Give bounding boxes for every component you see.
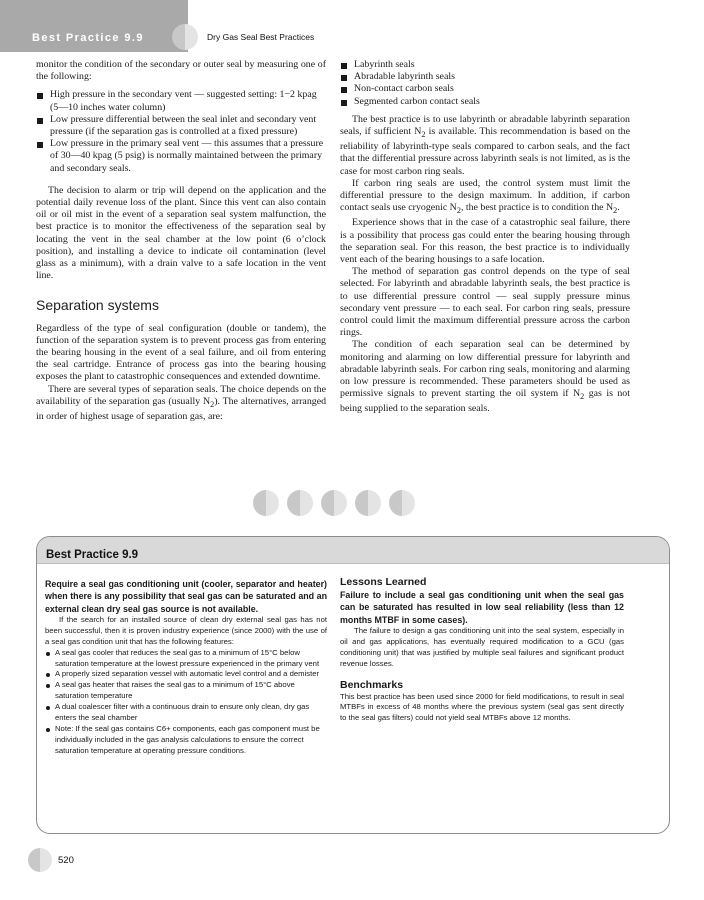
list-item: Low pressure differential between the seal inlet and secondary vent pressure (if the separation gas is controlled at a fixed pressure) xyxy=(36,114,326,138)
experience-paragraph: Experience shows that in the case of a catastrophic seal failure, there is a possibility that process gas could enter the bearing housing through the separation seal. For this reason, the best practice is to individually vent each of the bearing housings to a safe location. xyxy=(340,217,630,265)
header-tab-label: Best Practice 9.9 xyxy=(32,32,144,44)
decorative-dots xyxy=(253,490,423,518)
box-left-column xyxy=(45,578,327,757)
page-number: 520 xyxy=(58,855,74,866)
list-item: Non-contact carbon seals xyxy=(340,83,630,95)
left-column xyxy=(36,59,326,423)
alarm-paragraph: The decision to alarm or trip will depend on the application and the potential daily revenue loss of the plant. Since this vent can also contain oil or oil mist in the event of a separation seal system malfunction, the best practice is to monitor the effectiveness of the separation seal by locating the vent in the seal chamber at the low point (6 o’clock position), and installing a device to indicate oil contamination (level glass as a minimum), with a drain valve to a safe location in the vent line. xyxy=(36,184,326,282)
box-paragraph: If the search for an installed source of clean dry external seal gas has not been successful, then it is proven industry experience (since 2000) with the use of a seal gas condition unit that has the following features: xyxy=(45,614,327,646)
list-item: Abradable labyrinth seals xyxy=(340,71,630,83)
seal-type-list xyxy=(340,59,630,108)
box-lead: Require a seal gas conditioning unit (cooler, separator and heater) when there is any possibility that seal gas can be saturated and an external clean dry seal gas source is not available. xyxy=(45,579,327,614)
circle-ornament-icon xyxy=(287,490,313,516)
several-types-paragraph: There are several types of separation seals. The choice depends on the availability of the separation gas (usually $N_2$). The alternatives, arranged in order of highest usage of separation gas, are: xyxy=(36,383,327,423)
list-item: A seal gas cooler that reduces the seal gas to a minimum of 15°C below saturation temperature at the lowest pressure experienced in the primary vent xyxy=(45,648,327,670)
benchmarks-paragraph: This best practice has been used since 2000 for field modifications, to result in seal MTBFs in excess of 48 months where the previous system (seal gas sent directly to the seal gas filters) could not yield seal MTBFs above 12 months. xyxy=(340,691,624,723)
lessons-lead: Failure to include a seal gas conditioning unit when the seal gas can be saturated has resulted in low seal reliability (less than 12 months MTBF in some cases). xyxy=(340,590,624,625)
list-item: A properly sized separation vessel with automatic level control and a demister xyxy=(45,669,327,680)
circle-ornament-icon xyxy=(253,490,279,516)
circle-ornament-icon xyxy=(28,848,52,872)
carbon-ring-paragraph: If carbon ring seals are used, the control system must limit the differential pressure to the design maximum. In addition, if carbon contact seals use cryogenic $N_2$, the best practice is to condition the $N_2$. xyxy=(340,177,630,216)
list-item: Labyrinth seals xyxy=(340,59,630,71)
benchmarks-heading: Benchmarks xyxy=(340,678,404,691)
monitor-bullet-list xyxy=(36,89,326,174)
circle-ornament-icon xyxy=(389,490,415,516)
best-practice-box xyxy=(36,536,670,834)
features-list xyxy=(45,648,327,757)
circle-ornament-icon xyxy=(172,24,198,50)
regardless-paragraph: Regardless of the type of seal configuration (double or tandem), the function of the separation system is to prevent process gas from entering the bearing housing in the event of a seal failure, and oil from entering the seal cartridge. Entrance of process gas into the bearing housing exposes the plant to catastrophic consequences and extended downtime. xyxy=(36,322,326,383)
condition-paragraph: The condition of each separation seal can be determined by monitoring and alarming on low differential pressure for labyrinth and abradable labyrinth seals. For carbon ring seals, monitoring and alarming on low pressure is recommended. These parameters should be used as permissive signals to prevent starting the oil system if $N_2$ gas is not being supplied to the separation seals. xyxy=(340,339,630,415)
running-title: Dry Gas Seal Best Practices xyxy=(207,32,315,42)
list-item: Low pressure in the primary seal vent — this assumes that a pressure of 30—40 kpag (5 psig) is normally maintained between the primary and secondary seals. xyxy=(36,138,326,175)
lessons-paragraph: The failure to design a gas conditioning unit into the seal system, especially in oil and gas applications, has eventually required modification to a GCU (gas conditioning unit) that was justified by multiple seal failures and significant product revenue losses. xyxy=(340,625,624,668)
circle-ornament-icon xyxy=(355,490,381,516)
labyrinth-paragraph: The best practice is to use labyrinth or abradable labyrinth separation seals, if sufficient $N_2$ is available. This recommendation is based on the reliability of labyrinth-type seals compared to carbon seals, and the fact that the differential pressure across labyrinth seals is not limited, as is the case for most carbon ring seals. xyxy=(340,113,631,177)
box-right-column xyxy=(340,576,624,724)
control-method-paragraph: The method of separation gas control depends on the type of seal selected. For labyrinth and abradable labyrinth seals, the best practice is to use differential pressure control — seal supply pressure minus secondary vent pressure — to each seal. For carbon ring seals, pressure control could limit the maximum differential pressure across the carbon rings. xyxy=(340,266,630,339)
right-column xyxy=(340,59,630,416)
list-item: Note: If the seal gas contains C6+ components, each gas component must be individually included in the gas analysis calculations to ensure the correct saturation temperature at operating pressure conditions. xyxy=(45,724,327,757)
intro-paragraph: monitor the condition of the secondary or outer seal by measuring one of the following: xyxy=(36,59,326,83)
section-heading: Separation systems xyxy=(36,297,159,314)
list-item: Segmented carbon contact seals xyxy=(340,96,630,108)
list-item: High pressure in the secondary vent — suggested setting: 1−2 kpag (5—10 inches water column) xyxy=(36,89,326,113)
list-item: A dual coalescer filter with a continuous drain to ensure only clean, dry gas enters the seal chamber xyxy=(45,702,327,724)
lessons-heading: Lessons Learned xyxy=(340,576,427,588)
list-item: A seal gas heater that raises the seal gas to a minimum of 15°C above saturation temperature xyxy=(45,680,327,702)
box-title: Best Practice 9.9 xyxy=(46,549,139,561)
header-tab xyxy=(0,0,188,52)
circle-ornament-icon xyxy=(321,490,347,516)
